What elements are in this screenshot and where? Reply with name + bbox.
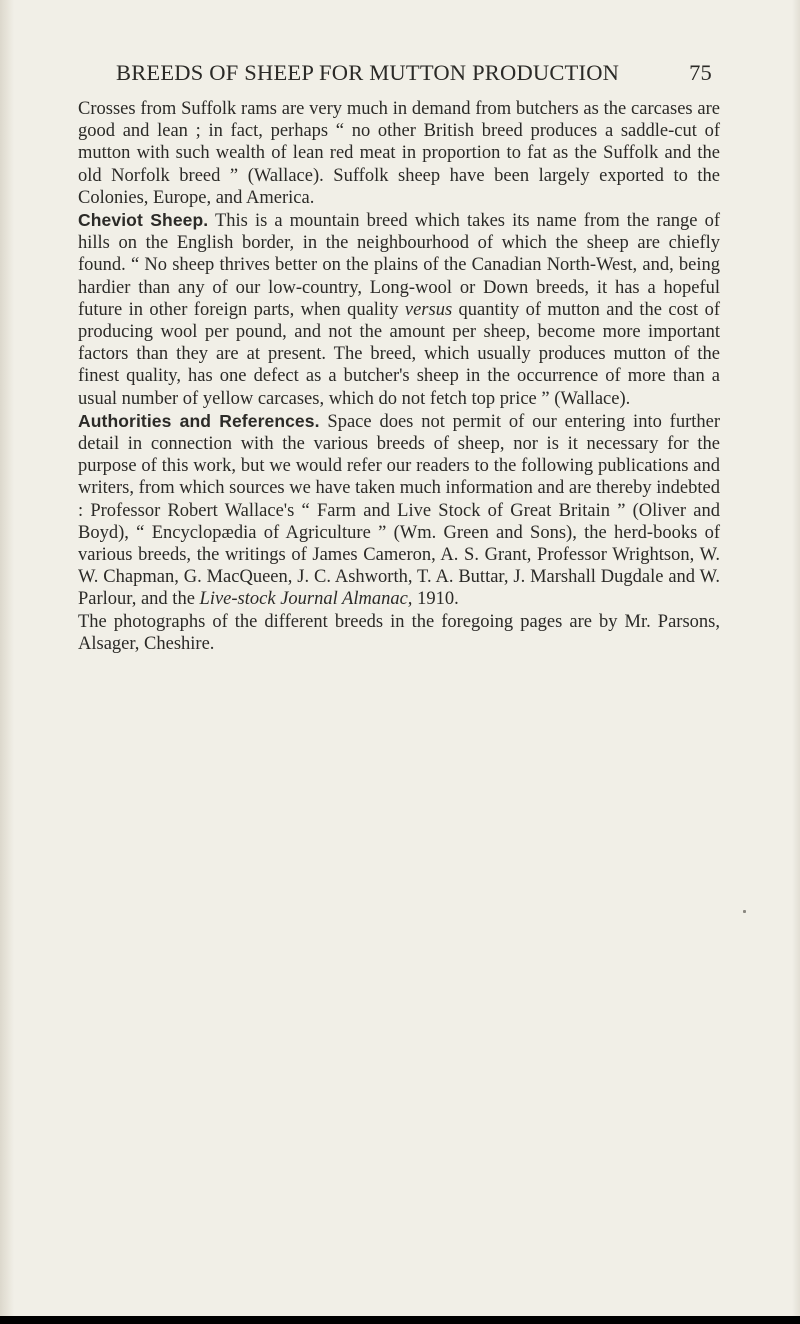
paragraph-suffolk-crosses: Crosses from Suffolk rams are very much in demand from butchers as the carcases are good and lean ; in fact, perhaps “ no other British breed produces a saddle-cut of mutton with such wealth of lean red meat in proportion to fat as the Suffolk and the old Norfolk breed ” (Wallace). Suffolk sheep have been largely exported to the Colonies, Europe, and America. — [78, 99, 720, 208]
paragraph-text: quantity of mutton and the cost of producing wool per pound, and not the amount per sheep, become more important factors than they are at present. The breed, which usually produces mutton of the finest quality, has one defect as a butcher's sheep in the occurrence of more than a usual number of yellow carcases, which do not fetch top price ” (Wallace). — [78, 299, 720, 409]
section-heading-authorities-references: Authorities and References. — [78, 410, 320, 431]
scan-bottom-border — [0, 1316, 800, 1324]
italic-term: versus — [404, 299, 453, 320]
paragraph-photographs-credit: The photographs of the different breeds in the foregoing pages are by Mr. Parsons, Alsager, Cheshire. — [78, 611, 720, 654]
italic-publication-title: Live-stock Journal Almanac, — [199, 589, 413, 610]
running-header — [116, 60, 712, 94]
page-number: 75 — [689, 60, 712, 85]
running-title: BREEDS OF SHEEP FOR MUTTON PRODUCTION — [116, 60, 620, 85]
print-speck — [743, 910, 746, 913]
paragraph-text: Space does not permit of our entering into further detail in connection with the various breeds of sheep, nor is it necessary for the purpose of this work, but we would refer our readers to the following publications and writers, from which sources we have taken much information and are thereby indebted : Professor Robert Wallace's “ Farm and Live Stock of Great Britain ” (Oliver and Boyd), “ Encyclopædia of Agriculture ” (Wm. Green and Sons), the herd-books of various breeds, the writings of James Cameron, A. S. Grant, Professor Wrightson, W. W. Chapman, G. MacQueen, J. C. Ashworth, T. A. Buttar, J. Marshall Dugdale and W. Parlour, and the — [78, 411, 721, 610]
page-edge-shadow-left — [0, 0, 14, 1324]
paragraph-cheviot-sheep — [78, 209, 720, 410]
body-text — [78, 98, 720, 655]
section-heading-cheviot-sheep: Cheviot Sheep. — [78, 210, 209, 231]
paragraph-text: 1910. — [412, 589, 459, 610]
paragraph-authorities-references — [78, 410, 720, 611]
page-edge-shadow-right — [792, 0, 800, 1324]
paragraph-text: This is a mountain breed which takes its name from the range of hills on the English border, in the neighbourhood of which the sheep are chiefly found. “ No sheep thrives better on the plains of the Canadian North-West, and, being hardier than any of our low-country, Long-wool or Down breeds, it has a hopeful future in other foreign parts, when quality — [78, 211, 720, 320]
